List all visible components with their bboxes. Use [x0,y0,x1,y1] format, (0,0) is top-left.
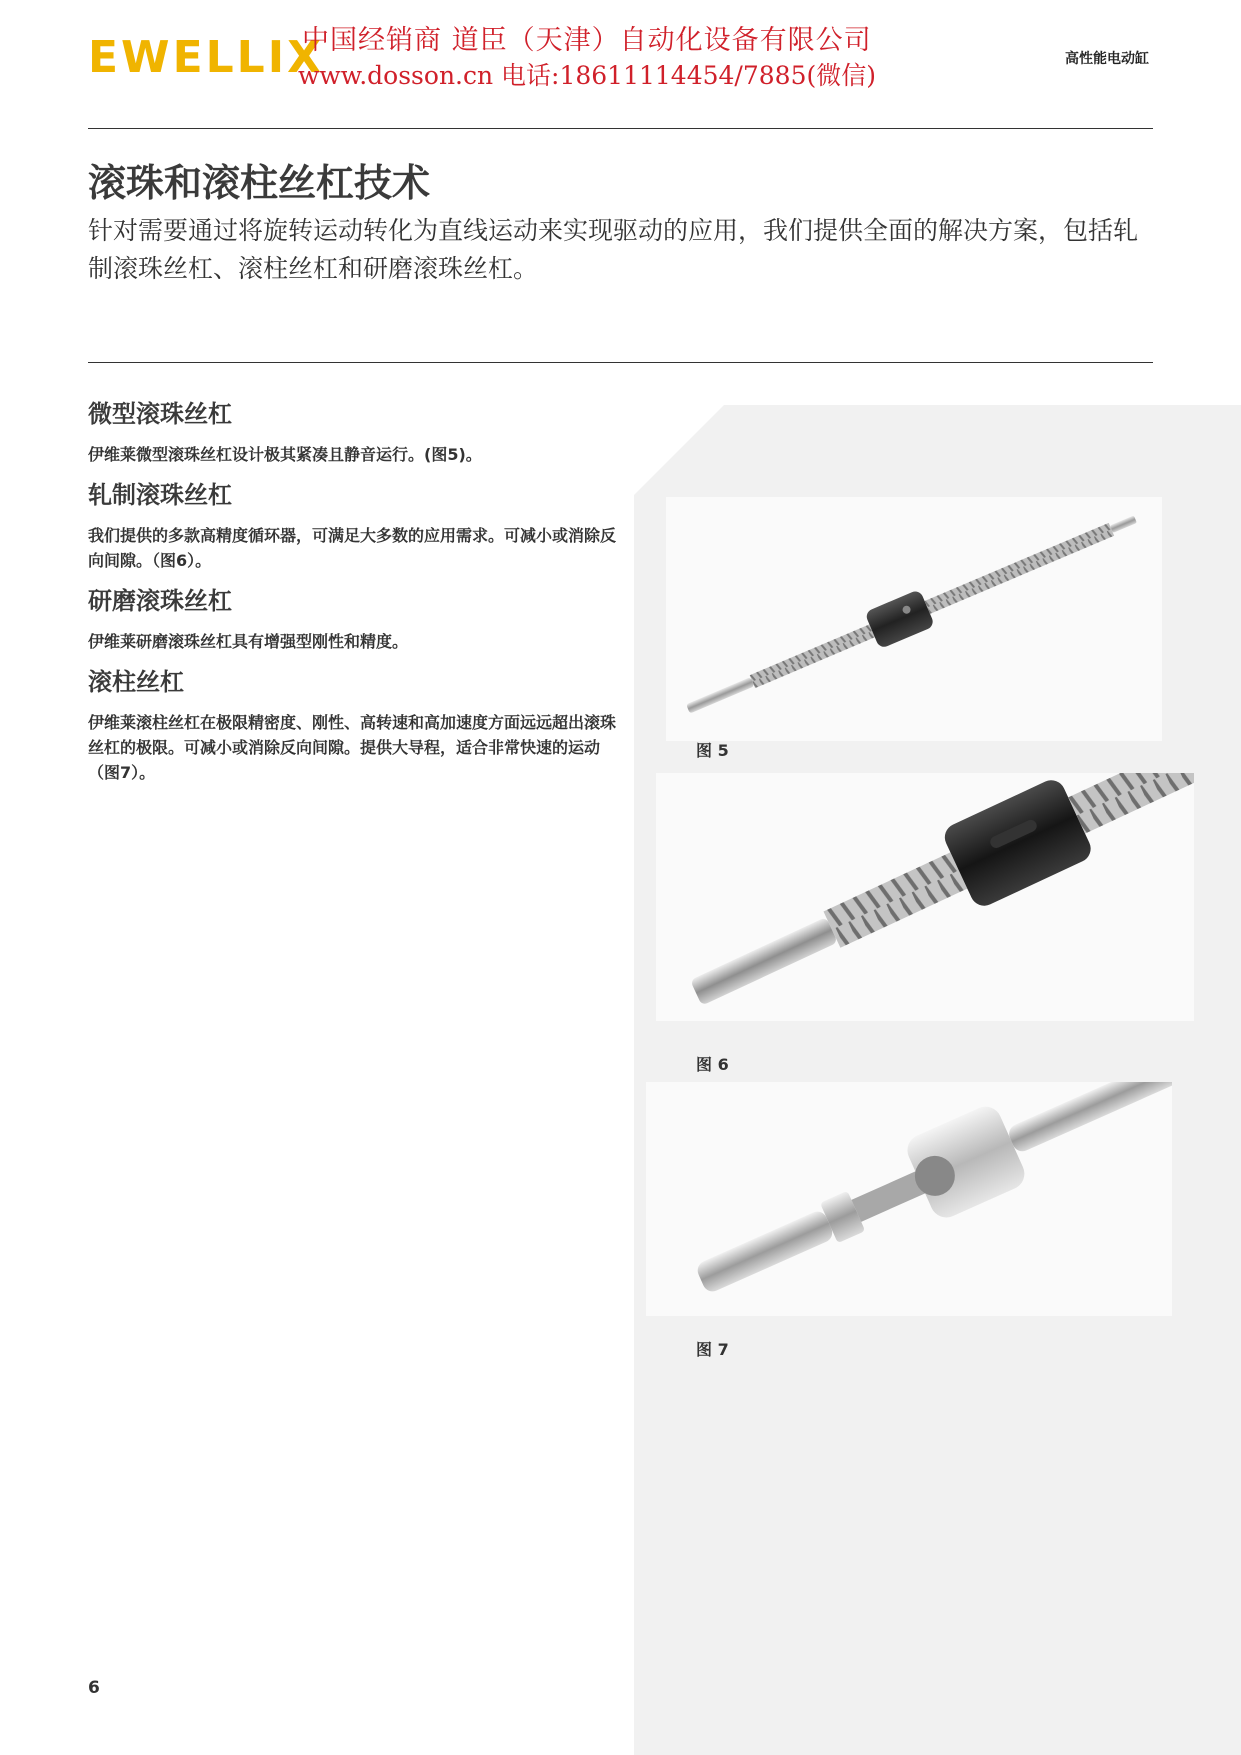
ewellix-logo: EWELLIX [88,32,325,83]
header-divider [88,128,1153,129]
figure-5-caption: 图 5 [696,741,729,760]
figure-6-caption: 图 6 [696,1055,729,1074]
figure-6-image [656,773,1194,1021]
intro-paragraph: 针对需要通过将旋转运动转化为直线运动来实现驱动的应用，我们提供全面的解决方案，包括轧制滚珠丝杠、滚柱丝杠和研磨滚珠丝杠。 [88,216,1139,283]
feature-text: 我们提供的多款高精度循环器，可满足大多数的应用需求。可减小或消除反向间隙。（图6）。 [88,526,617,570]
feature-text: 伊维莱研磨滚珠丝杠具有增强型刚性和精度。 [88,632,409,651]
figure-5-image [666,497,1162,741]
feature-heading: 滚柱丝杠 [88,668,184,696]
feature-text: 伊维莱滚柱丝杠在极限精密度、刚性、高转速和高加速度方面远远超出滚珠丝杠的极限。可减小或消除反向间隙。提供大导程，适合非常快速的运动（图7）。 [88,713,617,782]
distributor-name: 中国经销商 道臣（天津）自动化设备有限公司 [302,25,872,56]
distributor-contact: www.dosson.cn 电话:18611114454/7885(微信) [298,61,876,90]
feature-heading: 研磨滚珠丝杠 [88,587,232,615]
figure-7-image [646,1082,1172,1316]
feature-rolled-ball-screw [88,479,618,573]
feature-heading: 轧制滚珠丝杠 [88,481,232,509]
page-number: 6 [88,1678,100,1698]
feature-list [88,398,618,797]
feature-heading: 微型滚珠丝杠 [88,400,232,428]
panel-corner-cut [634,405,724,495]
feature-text: 伊维莱微型滚珠丝杠设计极其紧凑且静音运行。(图5)。 [88,445,482,464]
feature-ground-ball-screw [88,585,618,654]
feature-roller-screw [88,666,618,785]
page-category: 高性能电动缸 [1065,51,1149,67]
feature-miniature-ball-screw [88,398,618,467]
section-divider [88,362,1153,363]
page-title: 滚珠和滚柱丝杠技术 [88,161,431,205]
figure-7-caption: 图 7 [696,1340,729,1359]
